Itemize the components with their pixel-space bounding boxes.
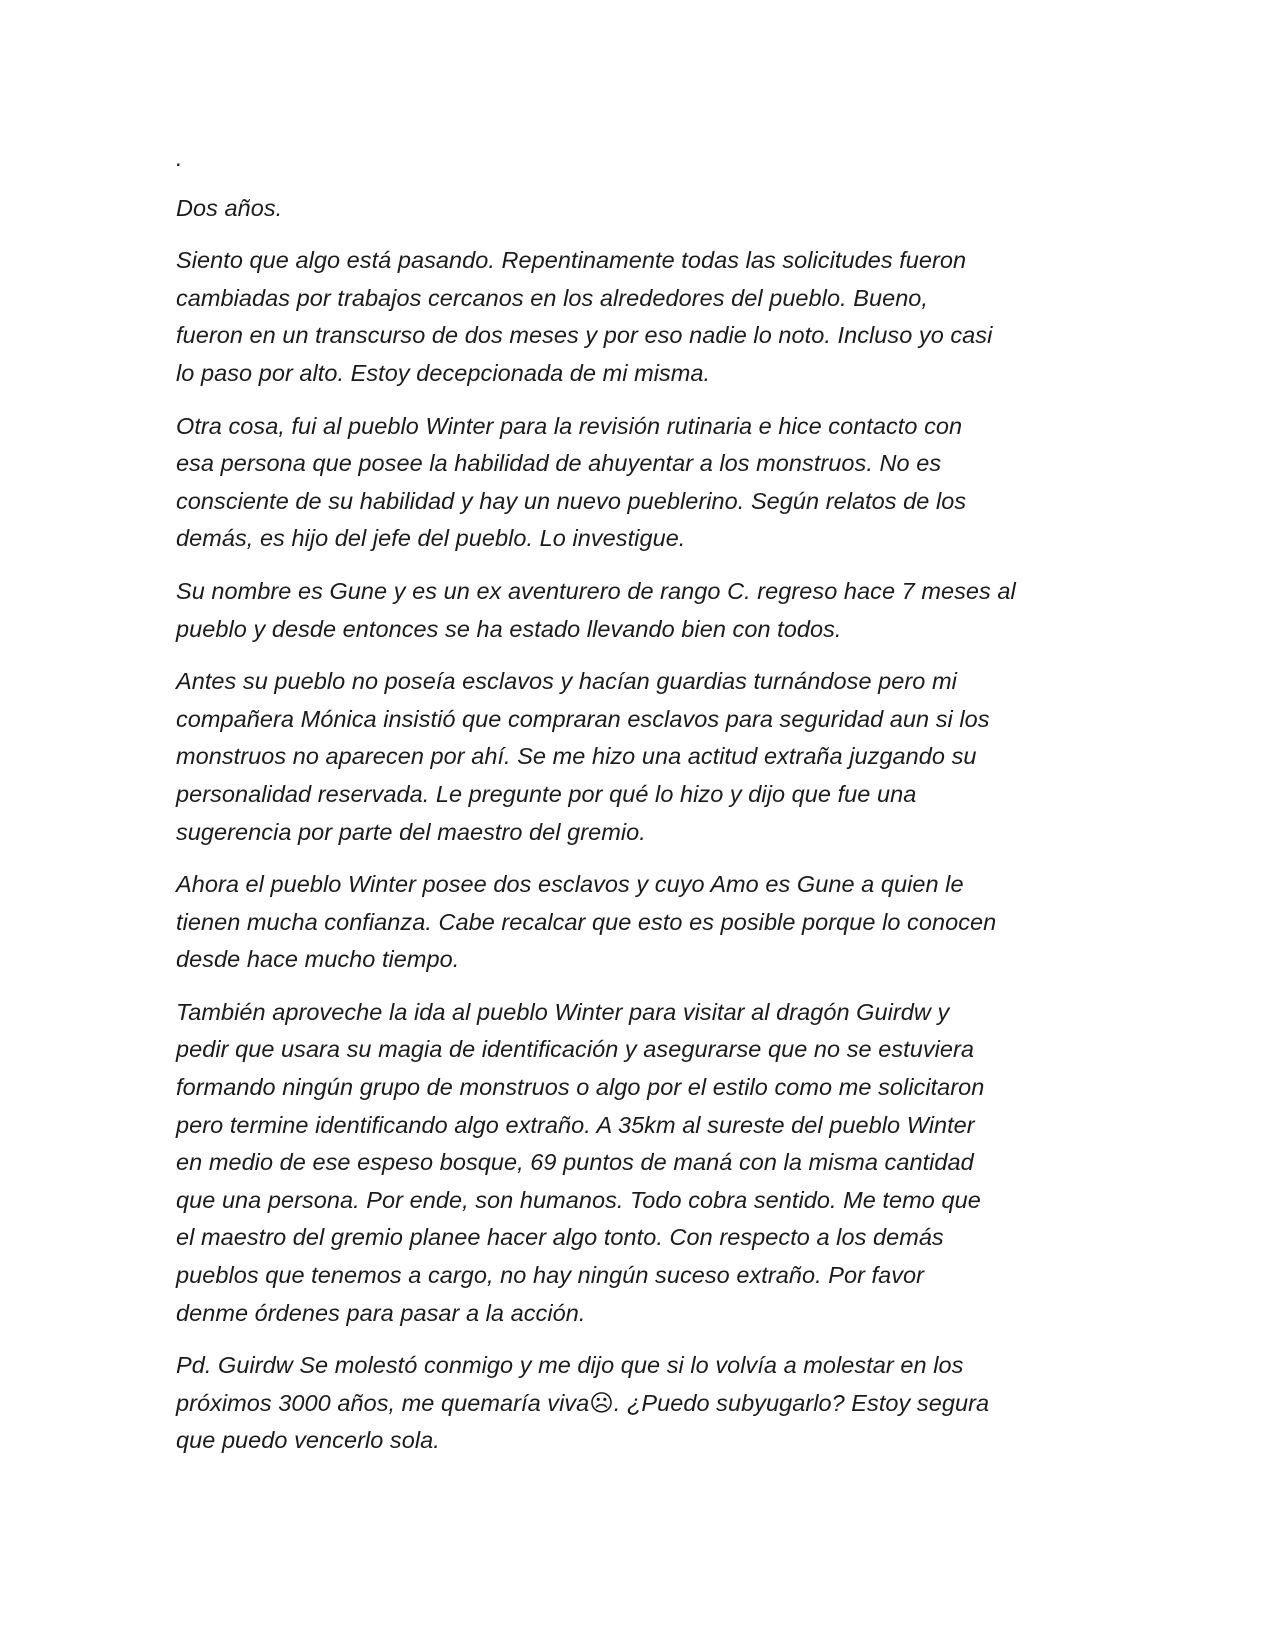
text-line: Antes su pueblo no poseía esclavos y hacían guardias turnándose pero mi <box>176 668 957 695</box>
text-line: desde hace mucho tiempo. <box>176 946 460 973</box>
text-line: consciente de su habilidad y hay un nuevo pueblerino. Según relatos de los <box>176 487 967 514</box>
paragraph <box>176 242 1101 392</box>
text-line: personalidad reservada. Le pregunte por qué lo hizo y dijo que fue una <box>176 780 917 807</box>
text-line: monstruos no aparecen por ahí. Se me hizo una actitud extraña juzgando su <box>176 743 977 770</box>
text-line: en medio de ese espeso bosque, 69 puntos de maná con la misma cantidad <box>176 1149 974 1176</box>
paragraph <box>176 140 1101 178</box>
text-line: sugerencia por parte del maestro del gremio. <box>176 818 646 845</box>
text-line: el maestro del gremio planee hacer algo tonto. Con respecto a los demás <box>176 1224 944 1251</box>
text-line: Dos años. <box>176 194 283 221</box>
text-line: También aproveche la ida al pueblo Winter para visitar al dragón Guirdw y <box>176 998 950 1025</box>
text-line: pueblo y desde entonces se ha estado llevando bien con todos. <box>176 615 842 642</box>
text-line: fueron en un transcurso de dos meses y por eso nadie lo noto. Incluso yo casi <box>176 322 993 349</box>
paragraph <box>176 994 1101 1332</box>
text-line: demás, es hijo del jefe del pueblo. Lo investigue. <box>176 525 686 552</box>
text-line: que una persona. Por ende, son humanos. Todo cobra sentido. Me temo que <box>176 1186 981 1213</box>
text-line: formando ningún grupo de monstruos o algo por el estilo como me solicitaron <box>176 1074 985 1101</box>
paragraph <box>176 866 1101 979</box>
text-line: pero termine identificando algo extraño. A 35km al sureste del pueblo Winter <box>176 1111 975 1138</box>
paragraph <box>176 408 1101 558</box>
document-body <box>176 140 1101 1475</box>
text-line: esa persona que posee la habilidad de ahuyentar a los monstruos. No es <box>176 450 942 477</box>
paragraph-postscript <box>176 1347 1101 1460</box>
text-line: que puedo vencerlo sola. <box>176 1427 440 1454</box>
text-line: cambiadas por trabajos cercanos en los alrededores del pueblo. Bueno, <box>176 284 929 311</box>
text-line: Siento que algo está pasando. Repentinamente todas las solicitudes fueron <box>176 247 967 274</box>
text-line: pueblos que tenemos a cargo, no hay ningún suceso extraño. Por favor <box>176 1262 925 1289</box>
paragraph <box>176 573 1101 648</box>
paragraph <box>176 663 1101 851</box>
text-line: tienen mucha confianza. Cabe recalcar que esto es posible porque lo conocen <box>176 908 997 935</box>
text-line: próximos 3000 años, me quemaría viva☹. ¿Puedo subyugarlo? Estoy segura <box>176 1389 990 1416</box>
text-line: Ahora el pueblo Winter posee dos esclavos y cuyo Amo es Gune a quien le <box>176 871 964 898</box>
text-line: . <box>176 145 183 171</box>
text-line: denme órdenes para pasar a la acción. <box>176 1299 586 1326</box>
text-line: compañera Mónica insistió que compraran esclavos para seguridad aun si los <box>176 705 990 732</box>
text-line: lo paso por alto. Estoy decepcionada de mi misma. <box>176 359 711 386</box>
text-line: Pd. Guirdw Se molestó conmigo y me dijo que si lo volvía a molestar en los <box>176 1352 964 1379</box>
paragraph-heading <box>176 190 1101 228</box>
text-line: pedir que usara su magia de identificación y asegurarse que no se estuviera <box>176 1036 975 1063</box>
text-line: Su nombre es Gune y es un ex aventurero de rango C. regreso hace 7 meses al <box>176 577 1016 604</box>
text-line: Otra cosa, fui al pueblo Winter para la revisión rutinaria e hice contacto con <box>176 412 963 439</box>
